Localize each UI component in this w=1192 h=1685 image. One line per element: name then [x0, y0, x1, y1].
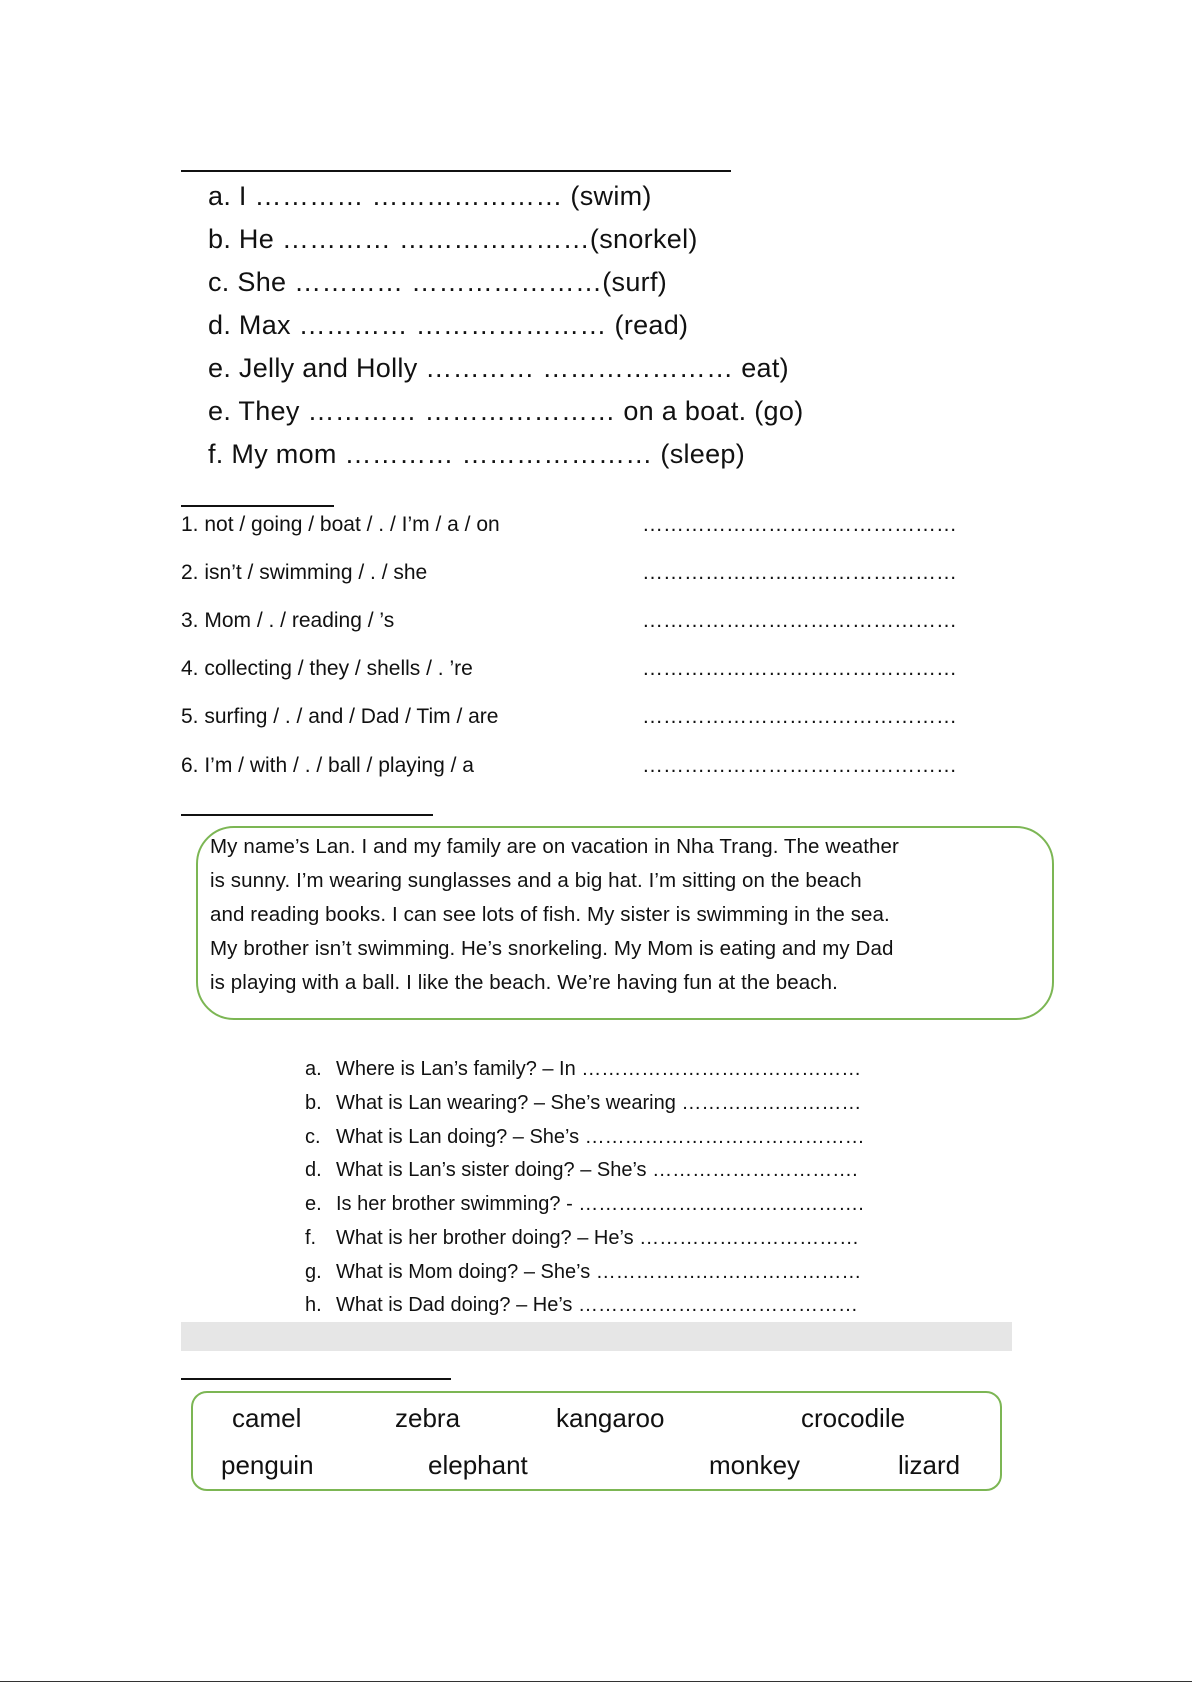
- exercise1-line-e2: e. They ………… ………………… on a boat. (go): [208, 396, 804, 426]
- passage-line: is sunny. I’m wearing sunglasses and a big hat. I’m sitting on the beach: [210, 869, 862, 892]
- exercise2-item: [181, 609, 1031, 633]
- word-penguin: penguin: [221, 1450, 314, 1480]
- answer-blank: ………………………………………: [642, 561, 957, 584]
- question-letter: h.: [305, 1294, 322, 1316]
- answer-blank: ………………………………………: [642, 657, 957, 680]
- reading-passage: [210, 830, 1050, 1000]
- exercise4-heading-rule: [181, 1378, 451, 1380]
- passage-line: My brother isn’t swimming. He’s snorkeling. My Mom is eating and my Dad: [210, 937, 894, 960]
- answer-blank: ………………………………………: [642, 513, 957, 536]
- word-monkey: monkey: [709, 1450, 801, 1480]
- exercise2-prompt: 3. Mom / . / reading / ’s: [181, 609, 395, 632]
- exercise2-item: [181, 754, 1031, 778]
- question-a: [305, 1058, 861, 1081]
- exercise1-line-d: d. Max ………… ………………… (read): [208, 310, 689, 340]
- question-text: What is her brother doing? – He’s ……………………………: [336, 1227, 860, 1249]
- word-elephant: elephant: [428, 1450, 528, 1480]
- exercise2-prompt: 5. surfing / . / and / Dad / Tim / are: [181, 705, 499, 728]
- question-text: Is her brother swimming? - …………………………………….: [336, 1193, 864, 1215]
- word-zebra: zebra: [395, 1403, 461, 1433]
- grey-band: [181, 1322, 1012, 1351]
- exercise2-prompt: 4. collecting / they / shells / . ’re: [181, 657, 473, 680]
- question-text: What is Dad doing? – He’s ……………………………………: [336, 1294, 858, 1316]
- question-letter: e.: [305, 1193, 322, 1215]
- question-letter: d.: [305, 1159, 322, 1181]
- question-letter: a.: [305, 1058, 322, 1080]
- page-bottom-rule: [0, 1681, 1192, 1682]
- word-crocodile: crocodile: [801, 1403, 906, 1433]
- question-text: What is Lan doing? – She’s ……………………………………: [336, 1126, 865, 1148]
- question-text: What is Lan wearing? – She’s wearing ………………………: [336, 1092, 862, 1114]
- question-letter: b.: [305, 1092, 322, 1114]
- exercise2-heading-rule: [181, 505, 334, 507]
- question-f: [305, 1227, 859, 1250]
- question-letter: c.: [305, 1126, 321, 1148]
- question-text: What is Mom doing? – She’s …………….……………………: [336, 1261, 862, 1283]
- question-letter: g.: [305, 1261, 322, 1283]
- word-camel: camel: [232, 1403, 302, 1433]
- exercise3-heading-rule: [181, 814, 433, 816]
- exercise2-prompt: 1. not / going / boat / . / I’m / a / on: [181, 513, 500, 536]
- question-b: [305, 1092, 861, 1115]
- word-lizard: lizard: [898, 1450, 961, 1480]
- question-e: [305, 1193, 864, 1216]
- exercise2-prompt: 6. I’m / with / . / ball / playing / a: [181, 754, 474, 777]
- answer-blank: ………………………………………: [642, 705, 957, 728]
- answer-blank: ………………………………………: [642, 609, 957, 632]
- passage-line: is playing with a ball. I like the beach. We’re having fun at the beach.: [210, 971, 838, 994]
- exercise2-item: [181, 513, 1031, 537]
- exercise1-line-e1: e. Jelly and Holly ………… ………………… eat): [208, 353, 789, 383]
- exercise2-item: [181, 705, 1031, 729]
- exercise1-line-a: a. I ………… ………………… (swim): [208, 181, 652, 211]
- exercise1-line-c: c. She ………… …………………(surf): [208, 267, 668, 297]
- question-text: What is Lan’s sister doing? – She’s ………………………….: [336, 1159, 858, 1181]
- question-letter: f.: [305, 1227, 317, 1249]
- question-g: [305, 1261, 861, 1284]
- exercise1-heading-rule: [181, 170, 731, 172]
- word-kangaroo: kangaroo: [556, 1403, 665, 1433]
- question-c: [305, 1126, 865, 1149]
- exercise2-item: [181, 561, 1031, 585]
- question-d: [305, 1159, 858, 1182]
- question-text: Where is Lan’s family? – In ……………………………………: [336, 1058, 862, 1080]
- passage-line: My name’s Lan. I and my family are on vacation in Nha Trang. The weather: [210, 835, 899, 858]
- exercise2-prompt: 2. isn’t / swimming / . / she: [181, 561, 428, 584]
- question-h: [305, 1294, 858, 1317]
- answer-blank: ………………………………………: [642, 754, 957, 777]
- exercise1-line-f: f. My mom ………… ………………… (sleep): [208, 439, 746, 469]
- exercise1-line-b: b. He ………… …………………(snorkel): [208, 224, 698, 254]
- exercise2-item: [181, 657, 1031, 681]
- passage-line: and reading books. I can see lots of fish. My sister is swimming in the sea.: [210, 903, 890, 926]
